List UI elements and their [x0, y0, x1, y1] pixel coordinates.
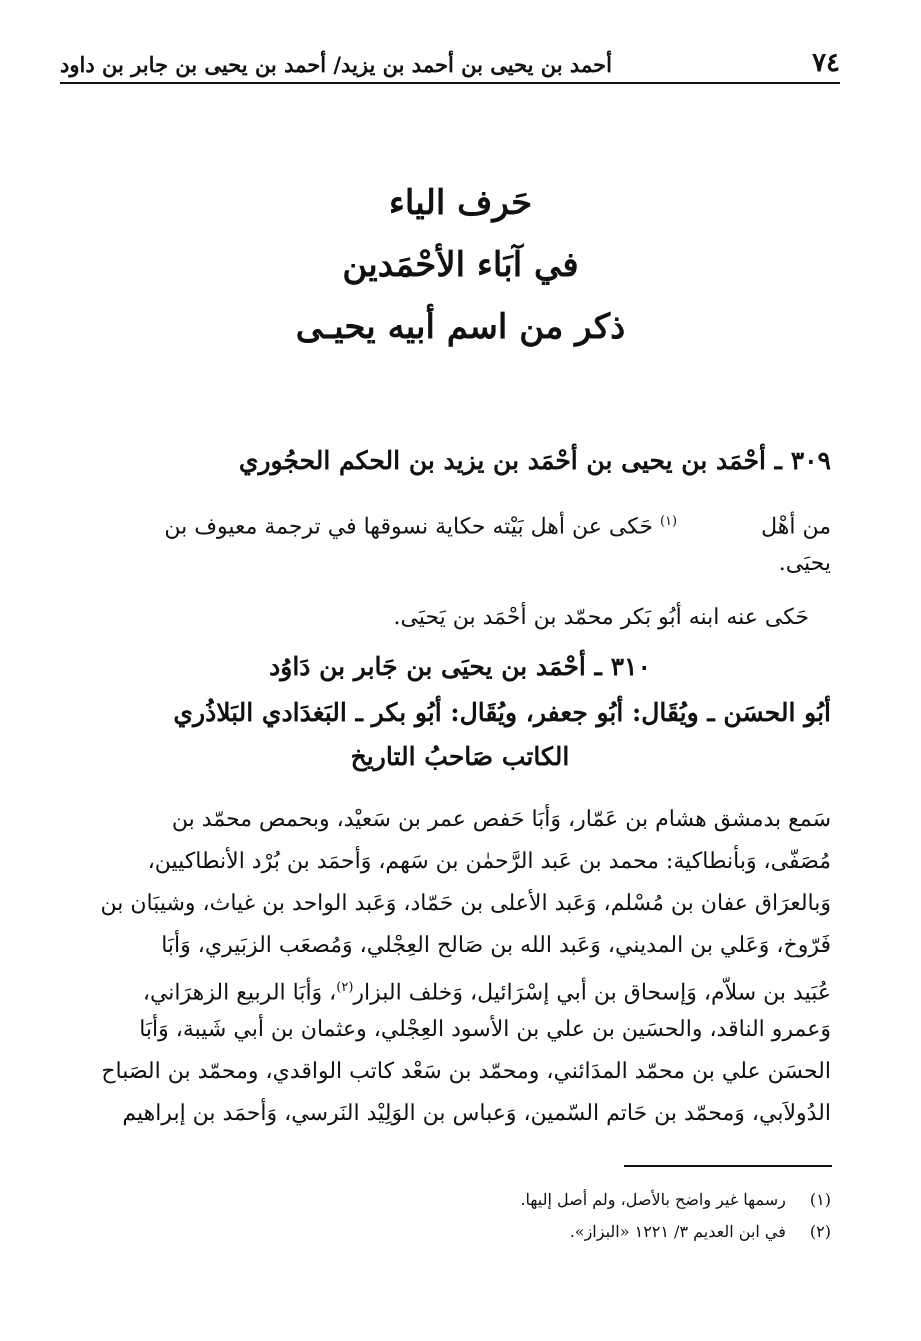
footnote-1-text: رسمها غير واضح بالأصل، ولم أصل إليها.: [520, 1190, 786, 1209]
page-number: ٧٤: [812, 48, 840, 78]
footnote-2-text: في ابن العديم ٣/ ١٢٢١ «البزاز».: [569, 1222, 786, 1241]
section-title-yahya: ذكر من اسم أبيه يحيـى: [295, 307, 626, 347]
entry-310-line-5-end: ، وَأبَا الربيع الزهرَاني،: [142, 980, 337, 1006]
entry-310-line-4: فَرّوخ، وَعَلي بن المديني، وَعَبد الله بن صَالح العِجْلي، وَمُصعَب الزبَيري، وَأبَا: [161, 933, 831, 958]
footnote-2: [111, 1222, 831, 1241]
entry-309-line-1-start: من أهْل: [761, 514, 831, 540]
entry-309-line-1: [81, 502, 831, 547]
entry-310-line-5: [81, 968, 831, 1013]
running-header: [60, 48, 840, 84]
footnote-ref-2: (٢): [336, 980, 354, 995]
entry-309-line-3: حَكى عنه ابنه أبُو بَكر محمّد بن أحْمَد بن يَحيَى.: [393, 605, 809, 630]
entry-310-line-3: وَبالعرَاق عفان بن مُسْلم، وَعَبد الأعلى بن حَمّاد، وَعَبد الواحد بن غياث، وشيبَان بن: [100, 891, 831, 916]
footnote-rule: [624, 1165, 832, 1167]
footnote-1: [111, 1190, 831, 1209]
header-rule: [60, 82, 840, 84]
entry-310-line-6: وَعمرو الناقد، والحسَين بن علي بن الأسود العِجْلي، وعثمان بن أبي شَيبة، وَأبَا: [139, 1017, 831, 1042]
section-title-letter: حَرف الياء: [388, 183, 533, 223]
running-title: أحمد بن يحيى بن أحمد بن يزيد/ أحمد بن يحيى بن جابر بن داود: [60, 52, 612, 77]
entry-310-heading: ٣١٠ ـ أحْمَد بن يحيَى بن جَابر بن دَاوُد: [269, 652, 651, 681]
entry-310-line-5-text: عُبَيد بن سلاّم، وَإسحاق بن أبي إسْرَائيل، وَخلف البزار: [353, 980, 831, 1006]
entry-309-line-2: يحيَى.: [778, 551, 831, 576]
entry-310-subheading-1: أبُو الحسَن ـ ويُقَال: أبُو جعفر، ويُقَال: أبُو بكر ـ البَغدَادي البَلاذُري: [173, 698, 831, 727]
entry-310-line-2: مُصَفّى، وَبأنطاكية: محمد بن عَبد الرَّحمٰن بن سَهم، وَأحمَد بن بُرْد الأنطاكيين،: [147, 849, 831, 874]
footnote-2-number: (٢): [809, 1222, 831, 1241]
footnote-1-number: (١): [809, 1190, 831, 1209]
entry-310-line-1: سَمع بدمشق هشام بن عَمّار، وَأبَا حَفص عمر بن سَعيْد، وبحمص محمّد بن: [171, 807, 831, 832]
entry-310-line-7: الحسَن علي بن محمّد المدَائني، ومحمّد بن سَعْد كاتب الواقدي، ومحمّد بن الصَباح: [101, 1059, 831, 1084]
section-title-fathers: في آبَاء الأحْمَدين: [342, 245, 579, 285]
entry-309-line-1-rest: حَكى عن أهل بَيْته حكاية نسوقها في ترجمة معيوف بن: [164, 514, 653, 540]
entry-309-heading: ٣٠٩ ـ أحْمَد بن يحيى بن أحْمَد بن يزيد بن الحكم الحجُوري: [238, 446, 831, 475]
section-titles: [0, 172, 921, 358]
entry-310-line-8: الدُولاَبي، وَمحمّد بن حَاتم السّمين، وَعباس بن الوَلِيْد النَرسي، وَأحمَد بن إبراهيم: [122, 1101, 831, 1126]
footnote-ref-1: (١): [659, 514, 678, 529]
entry-310-subheading-2: الكاتب صَاحبُ التاريخ: [350, 742, 570, 771]
